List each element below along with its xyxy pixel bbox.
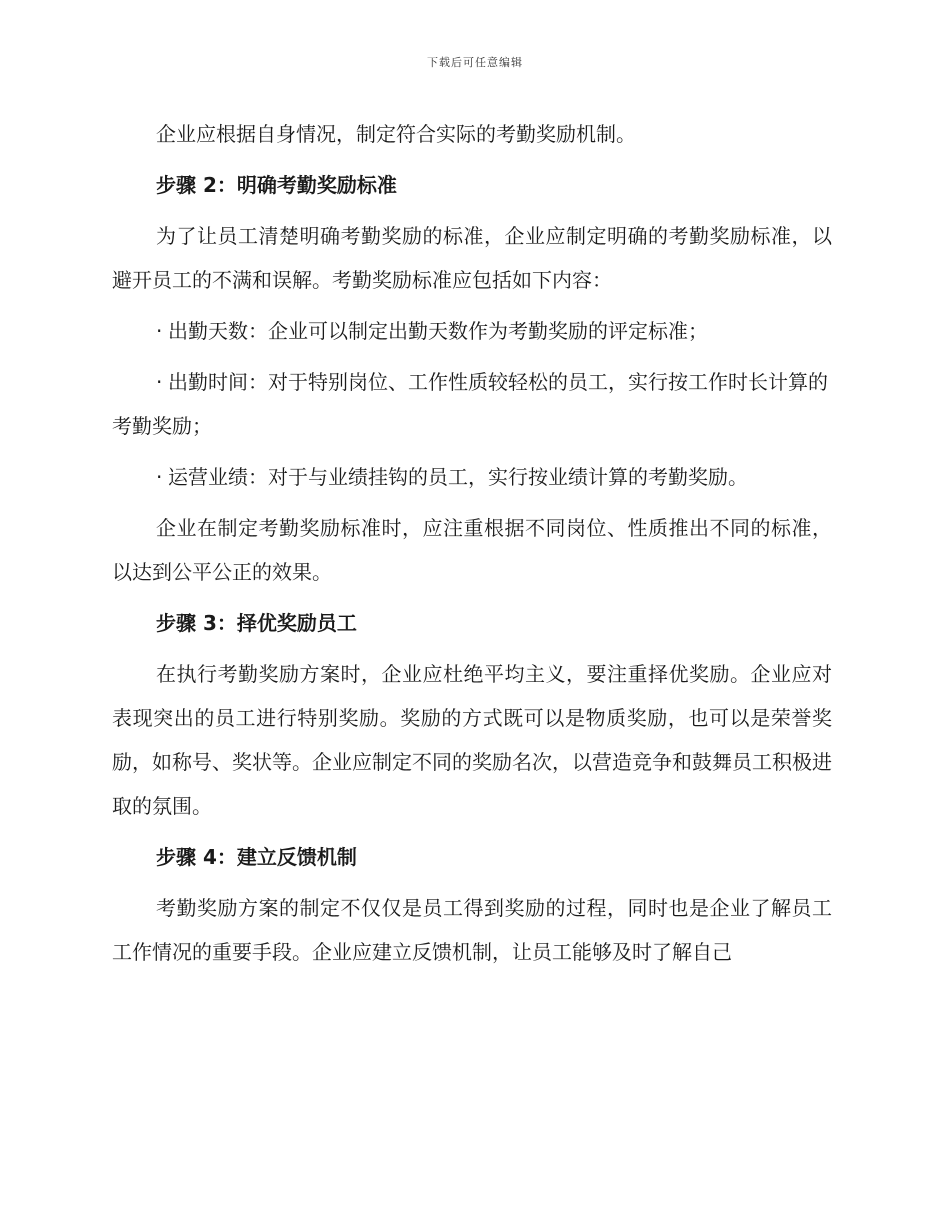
bullet-item-performance: [112, 455, 832, 499]
section-heading-step-2: 步骤 2：明确考勤奖励标准: [156, 173, 397, 197]
bullet-item-text: 出勤时间：对于特别岗位、工作性质较轻松的员工，实行按工作时长计算的考勤奖励；: [112, 370, 828, 438]
bullet-dot-icon: ·: [156, 370, 163, 394]
section-heading-step-3: 步骤 3：择优奖励员工: [156, 611, 357, 635]
bullet-item-text: 出勤天数：企业可以制定出勤天数作为考勤奖励的评定标准；: [168, 319, 708, 343]
bullet-item-text: 运营业绩：对于与业绩挂钩的员工，实行按业绩计算的考勤奖励。: [168, 465, 748, 489]
paragraph: 在执行考勤奖励方案时，企业应杜绝平均主义，要注重择优奖励。企业应对表现突出的员工进行特别奖励。奖励的方式既可以是物质奖励，也可以是荣誉奖励，如称号、奖状等。企业应制定不同的奖励名次，以营造竞争和鼓舞员工积极进取的氛围。: [112, 662, 832, 818]
paragraph: 为了让员工清楚明确考勤奖励的标准，企业应制定明确的考勤奖励标准，以避开员工的不满和误解。考勤奖励标准应包括如下内容：: [112, 224, 832, 292]
document-body: [112, 112, 832, 981]
bullet-dot-icon: ·: [156, 465, 163, 489]
section-heading-step-4: 步骤 4：建立反馈机制: [156, 845, 357, 869]
paragraph: 考勤奖励方案的制定不仅仅是员工得到奖励的过程，同时也是企业了解员工工作情况的重要手段。企业应建立反馈机制，让员工能够及时了解自己: [112, 896, 832, 964]
bullet-item-attendance-time: [112, 360, 832, 448]
page-header-note: 下载后可任意编辑: [427, 56, 523, 69]
bullet-item-attendance-days: [112, 309, 832, 353]
bullet-dot-icon: ·: [156, 319, 163, 343]
paragraph: 企业在制定考勤奖励标准时，应注重根据不同岗位、性质推出不同的标准，以达到公平公正的效果。: [112, 516, 832, 584]
paragraph: 企业应根据自身情况，制定符合实际的考勤奖励机制。: [156, 122, 636, 146]
